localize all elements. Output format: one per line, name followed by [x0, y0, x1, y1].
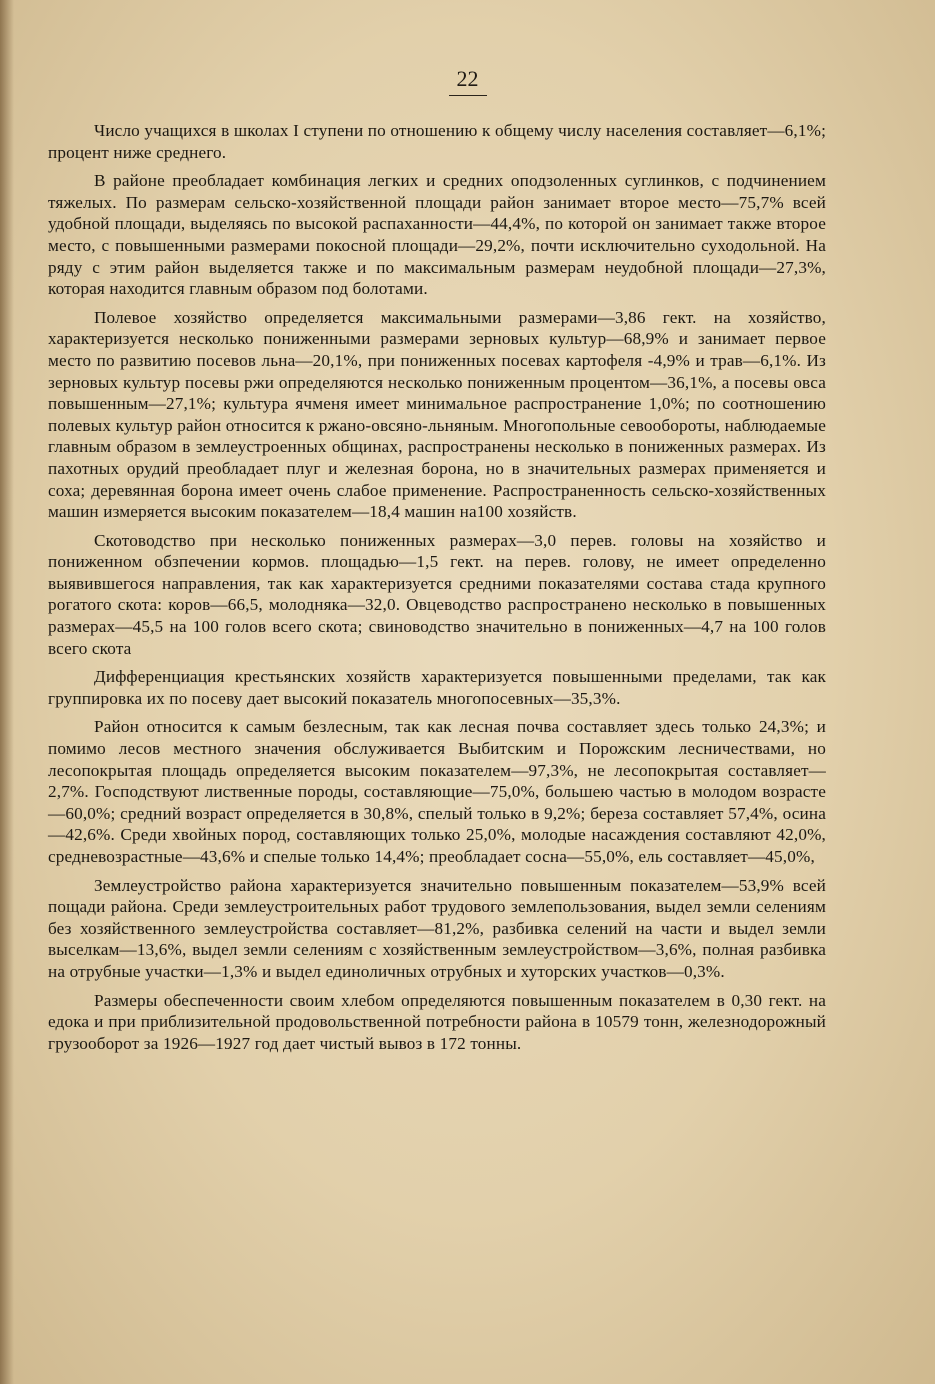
- paragraph-forests: Район относится к самым безлесным, так как лесная почва составляет здесь только 24,3%; и помимо лесов местного значения обслуживается Выбитским и Порожским лесничествами, но лесопокрытая площадь определяется высоким показателем—97,3%, не лесопокрытая составляет—2,7%. Господствуют лиственные породы, составляющие—75,0%, большею частью в молодом возрасте—60,0%; средний возраст определяется в 30,8%, спелый только в 9,2%; береза составляет 57,4%, осина—42,6%. Среди хвойных пород, составляющих только 25,0%, молодые насаждения составляют 42,0%, средневозрастные—43,6% и спелые только 14,4%; преобладает сосна—55,0%, ель составляет—45,0%,: [48, 717, 826, 866]
- body-text: [48, 120, 826, 1061]
- paragraph-land-management: Землеустройство района характеризуется значительно повышенным показателем—53,9% всей пощади района. Среди землеустроительных работ трудового землепользования, выдел земли селениям без хозяйственного землеустройства составляет—81,2%, разбивка селений на части и выдел земли выселкам—13,6%, выдел земли селениям с хозяйственным землеустройством—3,6%, полная разбивка на отрубные участки—1,3% и выдел единоличных отрубных и хуторских участков—0,3%.: [48, 875, 826, 981]
- page-number: [0, 66, 935, 96]
- paragraph-livestock: Скотоводство при несколько пониженных размерах—3,0 перев. головы на хозяйство и пониженном обзпечении кормов. площадью—1,5 гект. на перев. голову, не имеет определенно выявившегося направления, так как характеризуется средними показателями состава стада крупного рогатого скота: коров—66,5, молодняка—32,0. Овцеводство распространено несколько в повышенных размерах—45,5 на 100 голов всего скота; свиноводство значительно в пониженных—4,7 на 100 голов всего скота: [48, 530, 826, 658]
- paragraph-field-farming: Полевое хозяйство определяется максимальными размерами—3,86 гект. на хозяйство, характеризуется несколько пониженными размерами зерновых культур—68,9% и занимает первое место по развитию посевов льна—20,1%, при пониженных посевах картофеля -4,9% и трав—6,1%. Из зерновых культур посевы ржи определяются несколько пониженным процентом—36,1%, а посевы овса повышенным—27,1%; культура ячменя имеет минимальное распространение 1,0%; по соотношению полевых культур район относится к ржано-овсяно-льняным. Многопольные севообороты, наблюдаемые главным образом в землеустроенных общинах, распространены несколько в пониженных размерах. Из пахотных орудий преобладает плуг и железная борона, но в значительных размерах применяется и соха; деревянная борона имеет очень слабое применение. Распространенность сельско-хозяйственных машин измеряется высоким показателем—18,4 машин на100 хозяйств.: [48, 307, 826, 522]
- paragraph-schools: Число учащихся в школах I ступени по отношению к общему числу населения составляет—6,1%; процент ниже среднего.: [48, 121, 826, 162]
- paragraph-soils-land: В районе преобладает комбинация легких и средних оподзоленных суглинков, с подчинением тяжелых. По размерам сельско-хозяйственной площади район занимает второе место—75,7% всей удобной площади, выделяясь по высокой распаханности—44,4%, по которой он занимает также второе место, с повышенными размерами покосной площади—29,2%, почти исключительно суходольной. На ряду с этим район выделяется также и по максимальным размерам неудобной площади—27,3%, которая находится главным образом под болотами.: [48, 171, 826, 299]
- paragraph-differentiation: Дифференциация крестьянских хозяйств характеризуется повышенными пределами, так как группировка их по посеву дает высокий показатель многопосевных—35,3%.: [48, 667, 826, 708]
- page-number-text: 22: [449, 66, 487, 96]
- paragraph-grain-supply: Размеры обеспеченности своим хлебом определяются повышенным показателем в 0,30 гект. на едока и при приблизительной продовольственной потребности района в 10579 тонн, железнодорожный грузооборот за 1926—1927 год дает чистый вывоз в 172 тонны.: [48, 990, 826, 1053]
